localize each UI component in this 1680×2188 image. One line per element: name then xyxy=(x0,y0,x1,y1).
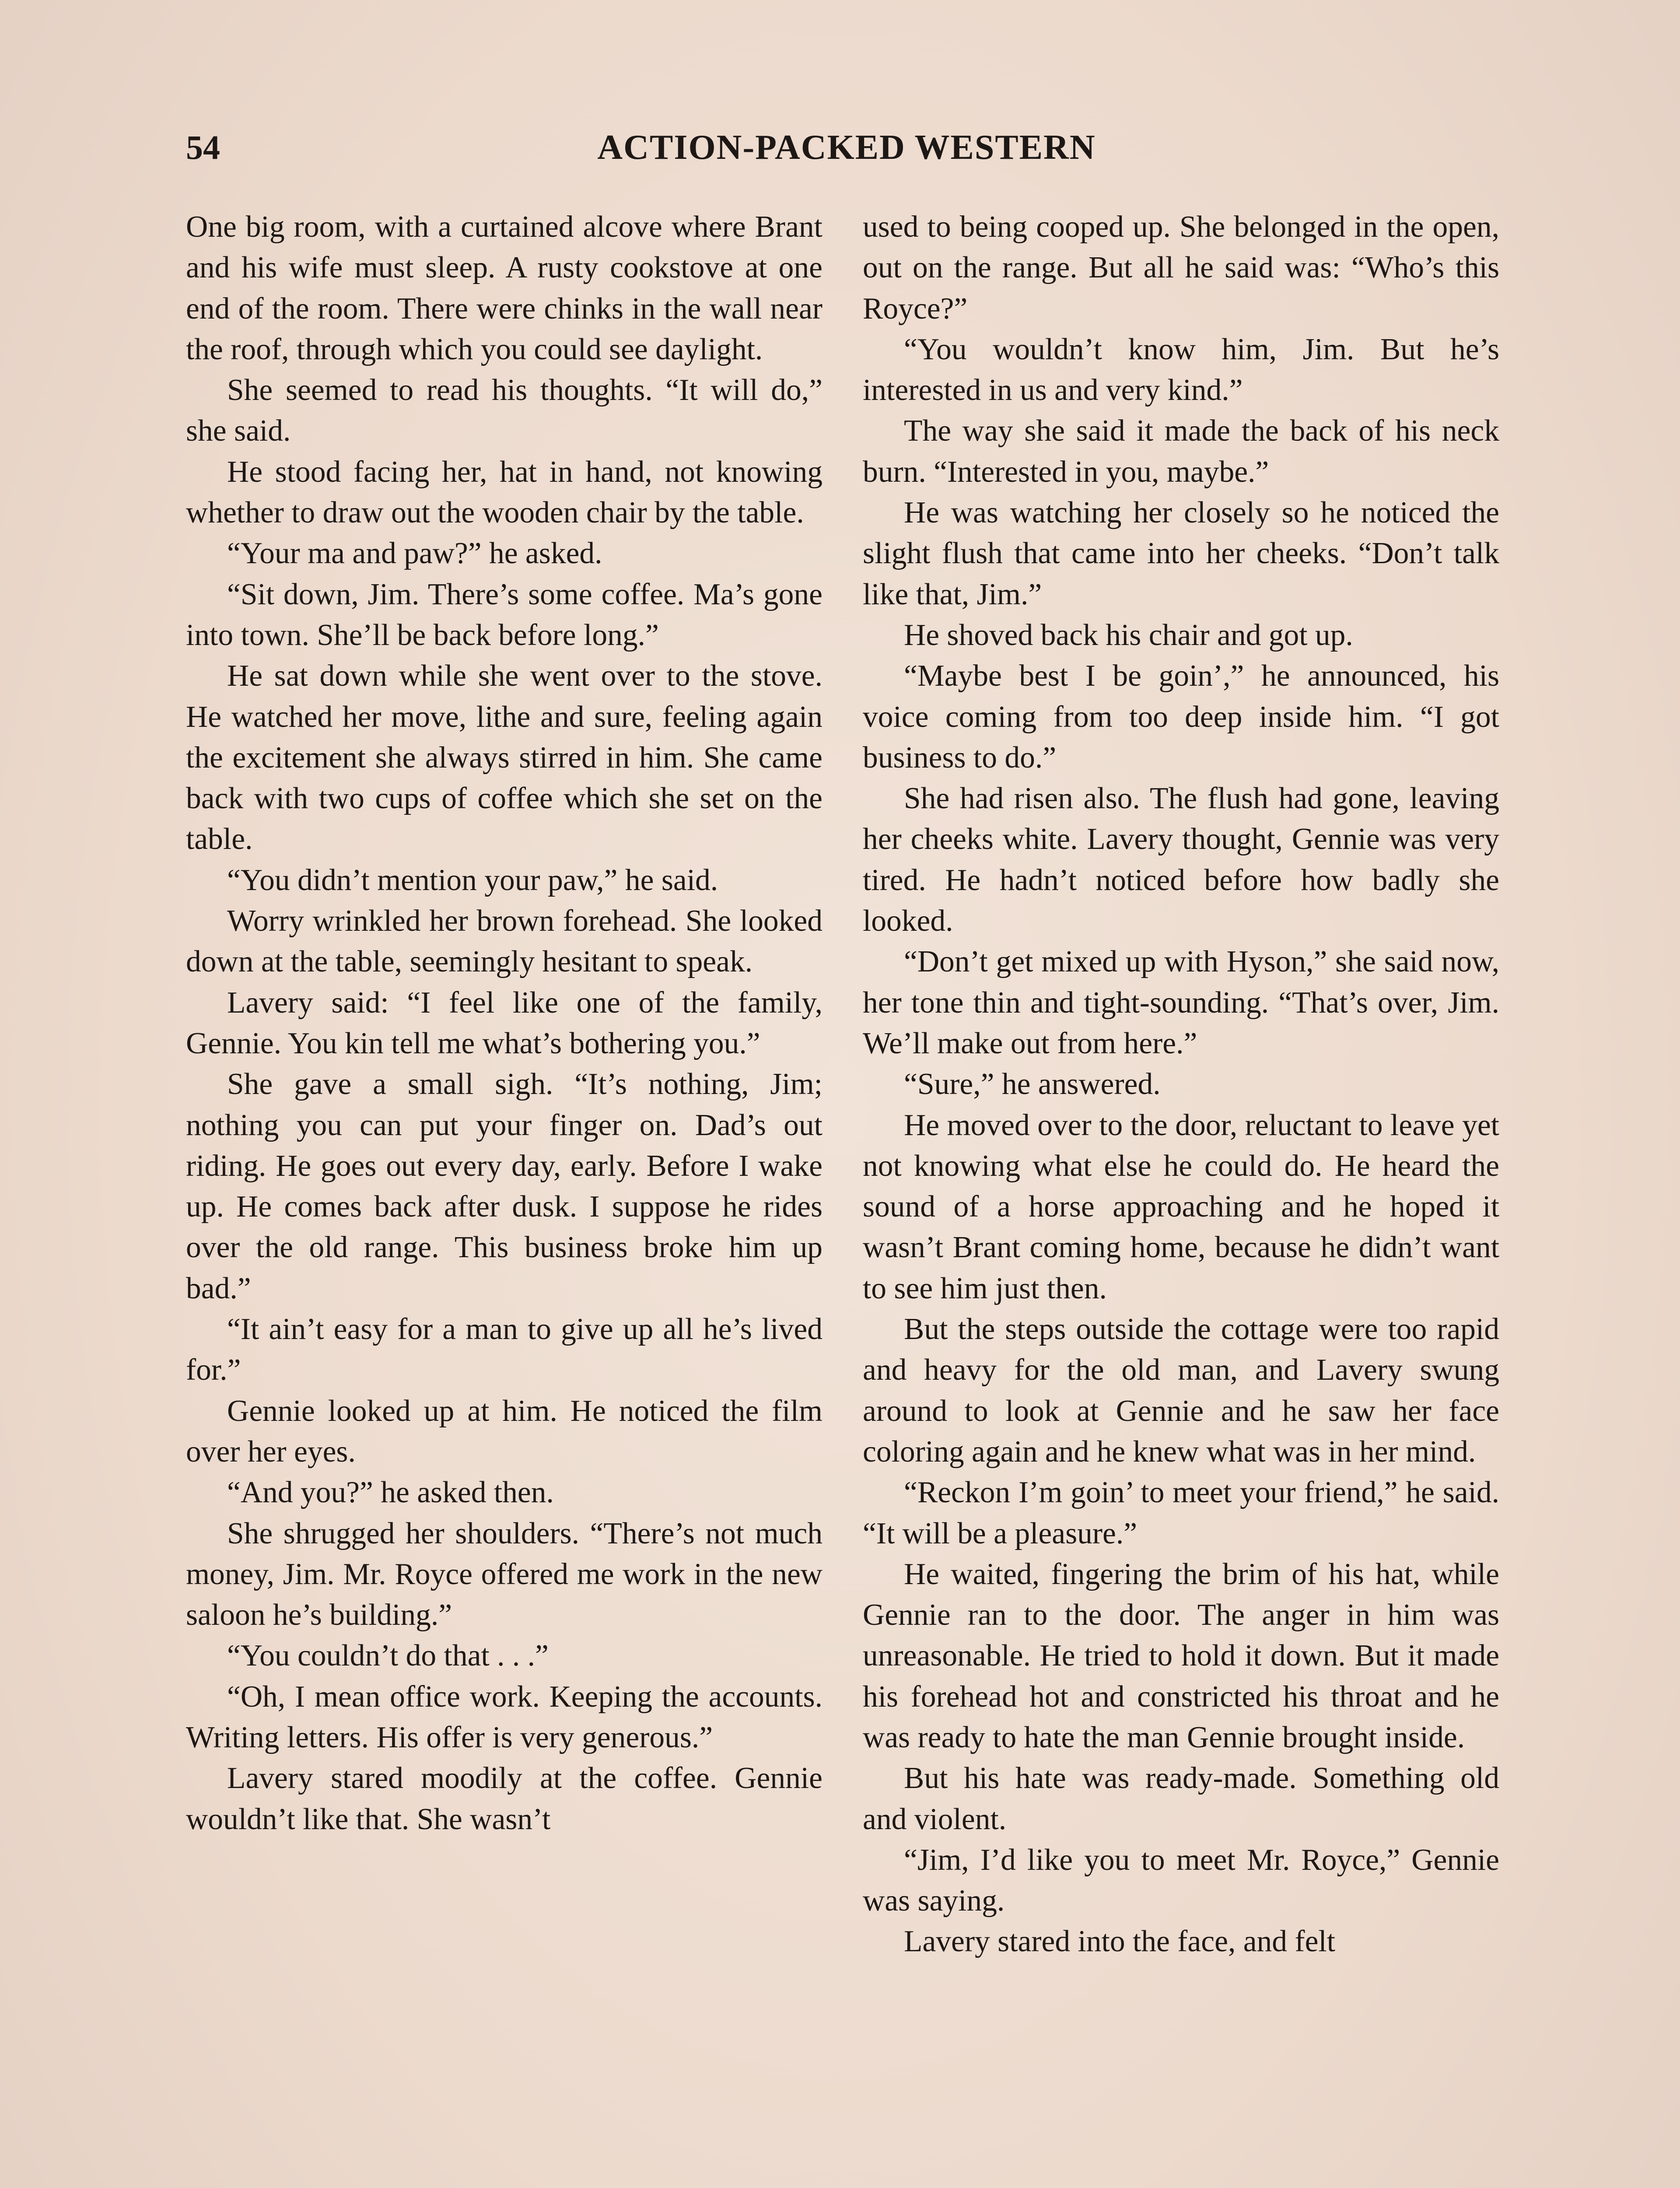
paragraph: She gave a small sigh. “It’s nothing, Jim; nothing you can put your finger on. Dad’s out riding. He goes out every day, early. Before I wake up. He comes back after dusk. I suppose he rides over the old range. This business broke him up bad.” xyxy=(186,1067,822,1305)
paragraph: Lavery stared moodily at the coffee. Gennie wouldn’t like that. She wasn’t xyxy=(186,1761,822,1836)
paragraph: He waited, fingering the brim of his hat, while Gennie ran to the door. The anger in him was unreasonable. He tried to hold it down. But it made his forehead hot and constricted his throat and he was ready to hate the man Gennie brought inside. xyxy=(863,1557,1499,1754)
paragraph: He stood facing her, hat in hand, not knowing whether to draw out the wooden chair by the table. xyxy=(186,455,822,530)
page-header xyxy=(186,123,1498,172)
paragraph: “Oh, I mean office work. Keeping the accounts. Writing letters. His offer is very generous.” xyxy=(186,1680,822,1754)
paragraph: used to being cooped up. She belonged in the open, out on the range. But all he said was: “Who’s this Royce?” xyxy=(863,210,1499,326)
paragraph: “You wouldn’t know him, Jim. But he’s interested in us and very kind.” xyxy=(863,332,1499,407)
paragraph: She seemed to read his thoughts. “It will do,” she said. xyxy=(186,373,822,448)
paragraph: “Reckon I’m goin’ to meet your friend,” he said. “It will be a pleasure.” xyxy=(863,1476,1499,1550)
paragraph: One big room, with a curtained alcove where Brant and his wife must sleep. A rusty cookstove at one end of the room. There were chinks in the wall near the roof, through which you could see daylight. xyxy=(186,210,822,366)
paragraph: “Sit down, Jim. There’s some coffee. Ma’s gone into town. She’ll be back before long.” xyxy=(186,577,822,652)
right-column xyxy=(863,207,1499,1962)
paragraph: He shoved back his chair and got up. xyxy=(904,618,1353,652)
paragraph: But his hate was ready-made. Something old and violent. xyxy=(863,1761,1499,1836)
paragraph: “You couldn’t do that . . .” xyxy=(227,1639,549,1673)
left-column xyxy=(186,207,822,1840)
paragraph: Lavery said: “I feel like one of the family, Gennie. You kin tell me what’s bothering you.” xyxy=(186,985,822,1060)
paragraph: But the steps outside the cottage were too rapid and heavy for the old man, and Lavery swung around to look at Gennie and he saw her face coloring again and he knew what was in her mind. xyxy=(863,1312,1499,1469)
paragraph: “Maybe best I be goin’,” he announced, his voice coming from too deep inside him. “I got business to do.” xyxy=(863,659,1499,775)
paragraph: He moved over to the door, reluctant to leave yet not knowing what else he could do. He heard the sound of a horse approaching and he hoped it wasn’t Brant coming home, because he didn’t want to see him just then. xyxy=(863,1108,1499,1305)
paragraph: The way she said it made the back of his neck burn. “Interested in you, maybe.” xyxy=(863,414,1499,489)
paragraph: “You didn’t mention your paw,” he said. xyxy=(227,863,718,897)
paragraph: She shrugged her shoulders. “There’s not much money, Jim. Mr. Royce offered me work in the new saloon he’s building.” xyxy=(186,1516,822,1632)
paragraph: “Your ma and paw?” he asked. xyxy=(227,536,602,571)
paragraph: He was watching her closely so he noticed the slight flush that came into her cheeks. “Don’t talk like that, Jim.” xyxy=(863,496,1499,611)
paragraph: “Jim, I’d like you to meet Mr. Royce,” Gennie was saying. xyxy=(863,1843,1499,1918)
paragraph: Gennie looked up at him. He noticed the film over her eyes. xyxy=(186,1394,822,1469)
paragraph: “Sure,” he answered. xyxy=(904,1067,1161,1101)
paragraph: “It ain’t easy for a man to give up all he’s lived for.” xyxy=(186,1312,822,1387)
running-title: ACTION-PACKED WESTERN xyxy=(597,128,1096,167)
paragraph: He sat down while she went over to the stove. He watched her move, lithe and sure, feeling again the excitement she always stirred in him. She came back with two cups of coffee which she set on the table. xyxy=(186,659,822,856)
paragraph: “And you?” he asked then. xyxy=(227,1476,554,1510)
paragraph: Worry wrinkled her brown forehead. She looked down at the table, seemingly hesitant to speak. xyxy=(186,904,822,979)
paragraph: Lavery stared into the face, and felt xyxy=(904,1925,1336,1959)
paragraph: She had risen also. The flush had gone, leaving her cheeks white. Lavery thought, Gennie was very tired. He hadn’t noticed before how badly she looked. xyxy=(863,782,1499,938)
page-number: 54 xyxy=(186,128,220,166)
paragraph: “Don’t get mixed up with Hyson,” she said now, her tone thin and tight-sounding. “That’s over, Jim. We’ll make out from here.” xyxy=(863,945,1499,1060)
